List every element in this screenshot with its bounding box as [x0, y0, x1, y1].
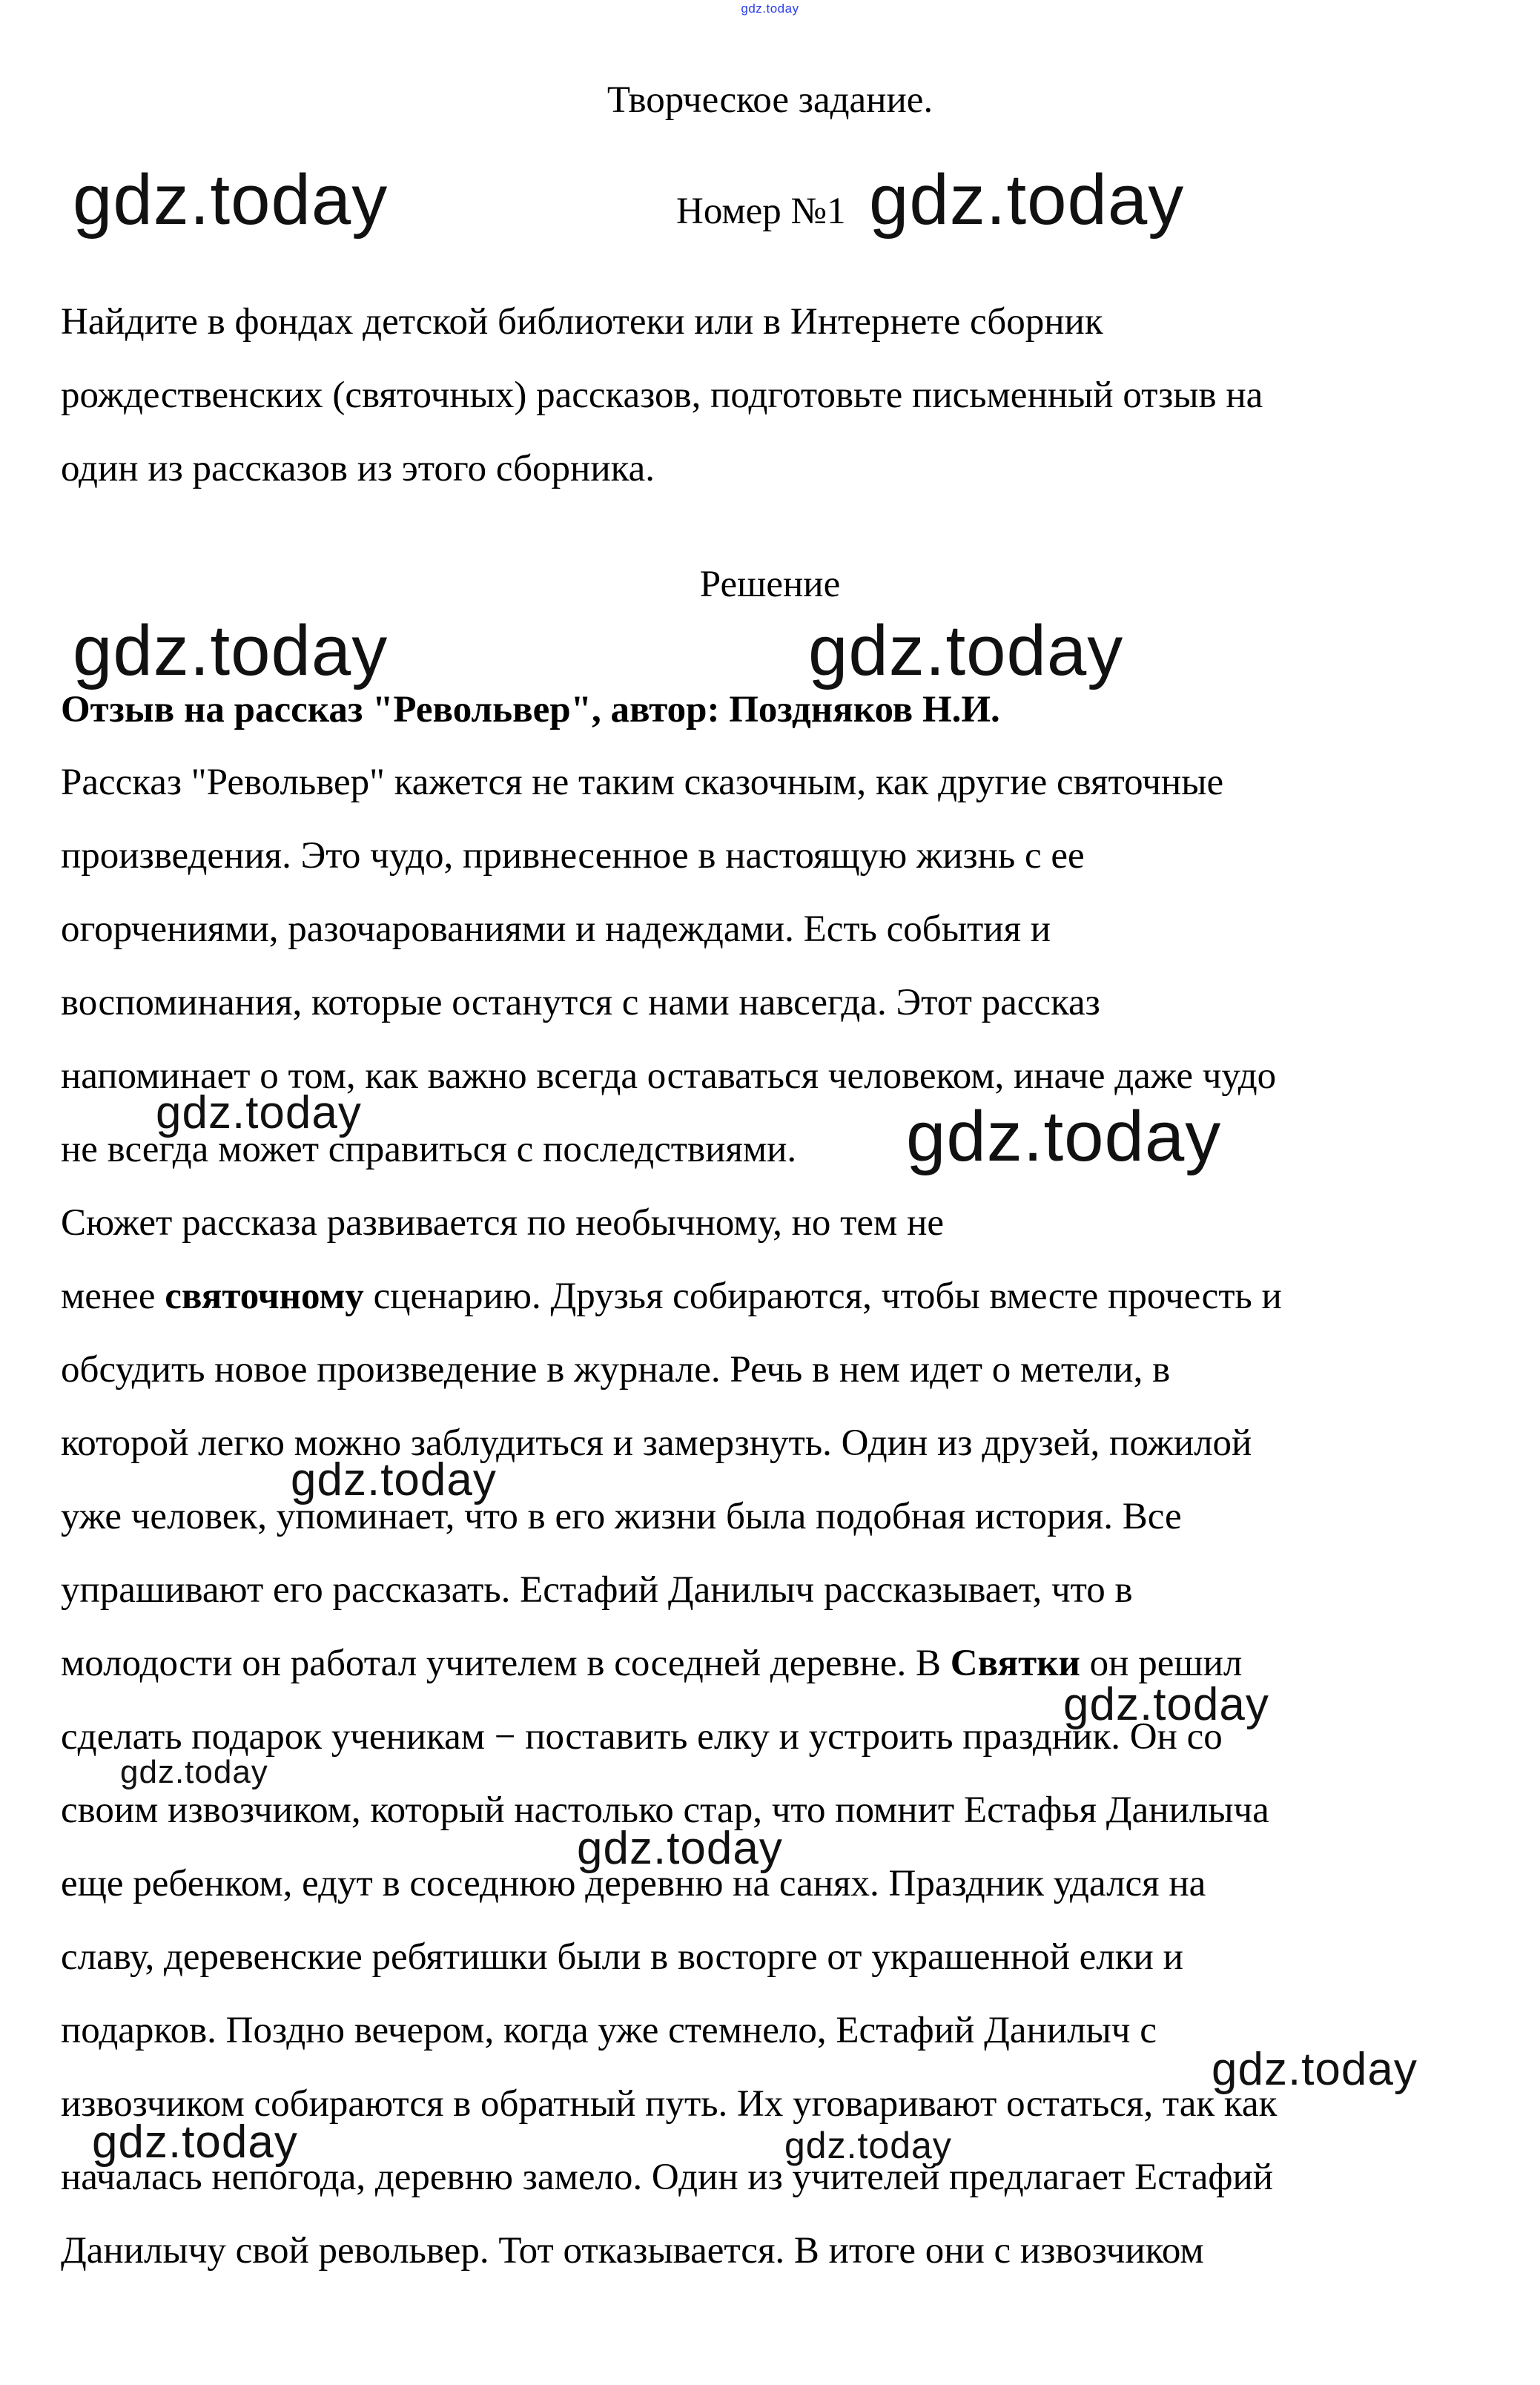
watermark: gdz.today	[120, 1754, 268, 1790]
watermark: gdz.today	[73, 611, 389, 690]
task-text-line: Найдите в фондах детской библиотеки или в Интернете сборник	[61, 301, 1103, 343]
paragraph-line: огорчениями, разочарованиями и надеждами. Есть события и	[61, 908, 1051, 950]
paragraph-line: Данилычу свой револьвер. Тот отказывается. В итоге они с извозчиком	[61, 2230, 1204, 2272]
text-fragment: он решил	[1080, 1643, 1243, 1684]
paragraph-line: славу, деревенские ребятишки были в восторге от украшенной елки и	[61, 1936, 1183, 1978]
paragraph-line: воспоминания, которые останутся с нами навсегда. Этот рассказ	[61, 982, 1100, 1023]
task-text-line: рождественских (святочных) рассказов, подготовьте письменный отзыв на	[61, 375, 1263, 416]
paragraph-line: напоминает о том, как важно всегда оставаться человеком, иначе даже чудо	[61, 1055, 1277, 1097]
paragraph-line: сделать подарок ученикам − поставить елку и устроить праздник. Он со	[61, 1716, 1223, 1758]
paragraph-line: уже человек, упоминает, что в его жизни была подобная история. Все	[61, 1496, 1182, 1537]
task-number: Номер №1	[676, 191, 846, 232]
watermark: gdz.today	[784, 2125, 952, 2166]
watermark: gdz.today	[577, 1823, 783, 1874]
paragraph-line: которой легко можно заблудиться и замерзнуть. Один из друзей, пожилой	[61, 1422, 1252, 1464]
bold-term: Святки	[950, 1643, 1080, 1684]
paragraph-line: произведения. Это чудо, привнесенное в настоящую жизнь с ее	[61, 835, 1085, 877]
paragraph-line	[61, 1274, 1282, 1319]
paragraph-line: обсудить новое произведение в журнале. Речь в нем идет о метели, в	[61, 1349, 1171, 1391]
review-title: Отзыв на рассказ "Револьвер", автор: Поздняков Н.И.	[61, 689, 1000, 730]
top-watermark: gdz.today	[741, 1, 799, 16]
task-text-line: один из рассказов из этого сборника.	[61, 448, 655, 489]
text-fragment: молодости он работал учителем в соседней деревне. В	[61, 1643, 951, 1684]
watermark: gdz.today	[156, 1087, 362, 1138]
watermark: gdz.today	[869, 160, 1185, 240]
watermark: gdz.today	[1212, 2044, 1418, 2095]
bold-term: святочному	[165, 1276, 364, 1317]
watermark: gdz.today	[906, 1097, 1222, 1176]
watermark: gdz.today	[92, 2117, 298, 2168]
task-title: Творческое задание.	[607, 79, 933, 121]
watermark: gdz.today	[808, 611, 1124, 690]
paragraph-line: упрашивают его рассказать. Естафий Данилыч рассказывает, что в	[61, 1569, 1133, 1611]
paragraph-line: Рассказ "Револьвер" кажется не таким сказочным, как другие святочные	[61, 762, 1224, 803]
paragraph-line: подарков. Поздно вечером, когда уже стемнело, Естафий Данилыч с	[61, 2010, 1157, 2051]
text-fragment: менее	[61, 1276, 165, 1317]
paragraph-line: Сюжет рассказа развивается по необычному, но тем не	[61, 1202, 945, 1244]
solution-heading: Решение	[699, 564, 841, 605]
paragraph-line: еще ребенком, едут в соседнюю деревню на санях. Праздник удался на	[61, 1863, 1206, 1904]
paragraph-line: своим извозчиком, который настолько стар, что помнит Естафья Данилыча	[61, 1789, 1269, 1831]
paragraph-line: не всегда может справиться с последствиями.	[61, 1129, 797, 1170]
paragraph-line: извозчиком собираются в обратный путь. Их уговаривают остаться, так как	[61, 2083, 1278, 2125]
watermark: gdz.today	[73, 160, 389, 240]
watermark: gdz.today	[1063, 1679, 1269, 1730]
watermark: gdz.today	[291, 1454, 497, 1505]
paragraph-line: началась непогода, деревню замело. Один из учителей предлагает Естафий	[61, 2157, 1274, 2198]
text-fragment: сценарию. Друзья собираются, чтобы вместе прочесть и	[363, 1276, 1282, 1317]
